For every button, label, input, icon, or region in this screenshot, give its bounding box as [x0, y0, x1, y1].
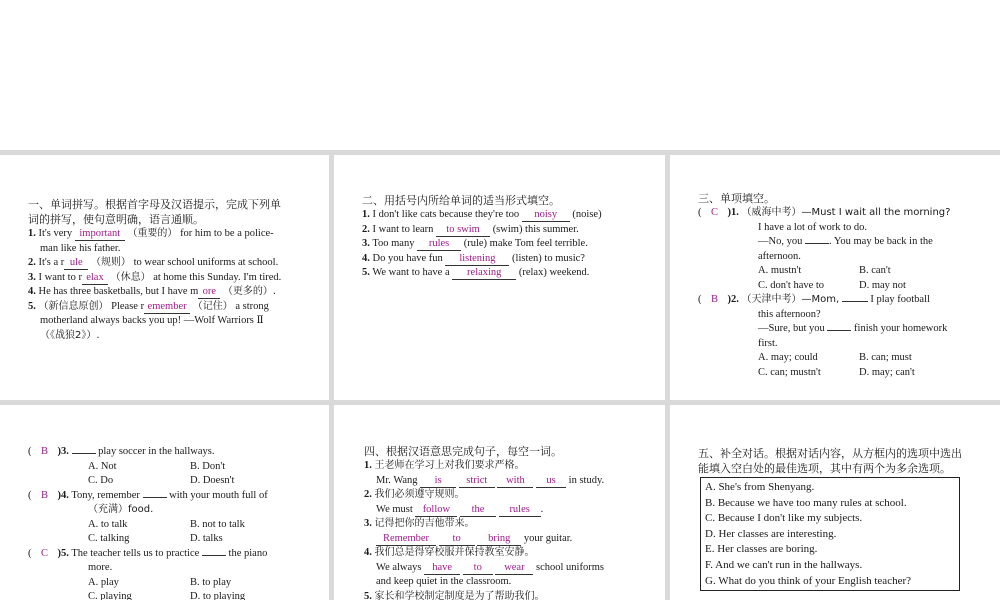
question-1-5: 5. （新信息原创） Please r emember （记住） a strong	[28, 300, 269, 312]
option-b: B. Because we have too many rules at school.	[705, 496, 907, 509]
question-4-4-chinese: 4. 我们总是得穿校服并保持教室安静。	[364, 547, 535, 558]
question-3-3-options-cd: C. Do D. Doesn't	[88, 475, 235, 486]
answer-blank: ule	[64, 257, 88, 270]
answer-blank: noisy	[522, 209, 570, 222]
section-3-continued-panel	[0, 405, 329, 600]
question-4-3-chinese: 3. 记得把你的吉他带来。	[364, 518, 475, 529]
question-1-4: 4. He has three basketballs, but I have m ore （更多的）.	[28, 286, 277, 297]
question-3-5-options-cd: C. playing D. to playing	[88, 591, 246, 600]
question-4-3-english: Remember to bring your guitar.	[364, 532, 659, 547]
answer-blank: Remember	[376, 533, 436, 546]
question-4-5-chinese: 5. 家长和学校制定制度是为了帮助我们。	[364, 590, 545, 600]
section-5-heading-line-2: 能填入空白处的最佳选项，其中有两个为多余选项。	[698, 462, 951, 475]
question-3-1-options-cd: C. don't have to D. may not	[758, 279, 906, 291]
option-e: E. Her classes are boring.	[705, 543, 818, 556]
question-3-5-line-2: more.	[88, 562, 113, 573]
question-2-3: 3. Too many rules (rule) make Tom feel terrible.	[362, 238, 588, 249]
answer-blank: is	[420, 475, 456, 488]
answer-blank: the	[460, 504, 496, 517]
question-3-1: ( C )1. （威海中考）—Must I wait all the morning?	[698, 206, 993, 221]
section-1-panel	[0, 155, 329, 400]
blank	[143, 497, 167, 498]
section-3-panel	[670, 155, 1000, 400]
question-3-3-options-ab: A. Not B. Don't	[88, 460, 226, 472]
answer-blank: to swim	[436, 224, 490, 237]
option-c: C. Because I don't like my subjects.	[705, 512, 863, 525]
question-3-4-options-cd: C. talking D. talks	[88, 533, 223, 544]
question-4-4-english: We always have to wear school uniforms	[376, 561, 604, 573]
question-1-5-cont: motherland always backs you up! —Wolf Warriors Ⅱ	[40, 315, 264, 326]
section-1-heading-line-1: 一、单词拼写。根据首字母及汉语提示，完成下列单	[28, 198, 281, 211]
section-4-heading: 四、根据汉语意思完成句子，每空一词。	[364, 445, 562, 458]
question-2-2: 2. I want to learn to swim (swim) this summer.	[362, 223, 579, 235]
blank	[202, 555, 226, 556]
question-4-4-english-cont: and keep quiet in the classroom.	[376, 576, 512, 587]
answer-letter: C	[40, 547, 48, 559]
question-1-2: 2. It's a r ule （规则） to wear school uniforms at school.	[28, 257, 279, 268]
answer-blank: elax	[82, 272, 108, 285]
answer-blank: bring	[477, 533, 521, 546]
answer-blank: listening	[445, 253, 509, 266]
answer-blank: with	[497, 475, 533, 488]
question-1-3: 3. I want to r elax （休息） at home this Sunday. I'm tired.	[28, 271, 282, 283]
question-3-2: ( B )2. （天津中考）—Mom, I play football	[698, 293, 993, 308]
section-2-panel	[334, 155, 665, 400]
section-3-heading: 三、单项填空。	[698, 192, 775, 205]
blank	[72, 453, 96, 454]
question-3-5: ( C )5. The teacher tells us to practice the piano	[28, 547, 323, 562]
question-2-4: 4. Do you have fun listening (listen) to music?	[362, 252, 585, 264]
question-3-1-line-3: —No, you . You may be back in the	[758, 236, 933, 247]
option-a: A. She's from Shenyang.	[705, 481, 815, 493]
question-3-4-line-2: （充满）food.	[88, 504, 154, 515]
question-1-1-cont: man like his father.	[40, 242, 121, 254]
question-3-2-options-ab: A. may; could B. can; must	[758, 352, 912, 363]
dialogue-options-box	[700, 477, 960, 591]
answer-blank: relaxing	[452, 267, 516, 280]
answer-letter: B	[40, 446, 48, 457]
answer-blank: wear	[495, 562, 533, 575]
question-3-2-line-3: —Sure, but you finish your homework	[758, 323, 948, 334]
option-g: G. What do you think of your English teacher?	[705, 574, 911, 587]
question-4-1-chinese: 1. 王老师在学习上对我们要求严格。	[364, 460, 525, 471]
answer-letter: B	[710, 294, 718, 305]
option-f: F. And we can't run in the hallways.	[705, 558, 863, 571]
answer-blank: ore	[198, 286, 220, 299]
question-3-1-line-4: afternoon.	[758, 250, 801, 262]
question-4-1-english: Mr. Wang is strict with us in study.	[376, 474, 605, 486]
answer-blank: us	[536, 475, 566, 488]
question-2-1: 1. I don't like cats because they're too noisy (noise)	[362, 209, 602, 220]
question-4-2-chinese: 2. 我们必须遵守规则。	[364, 489, 465, 500]
question-4-2-english: We must follow the rules .	[376, 503, 544, 515]
blank	[805, 243, 829, 244]
question-3-3: ( B )3. play soccer in the hallways.	[28, 445, 323, 460]
question-3-2-line-4: first.	[758, 337, 778, 349]
blank	[842, 301, 868, 302]
question-3-1-options-ab: A. mustn't B. can't	[758, 265, 891, 276]
option-d: D. Her classes are interesting.	[705, 527, 837, 540]
question-1-5-cont-2: （《战狼2》）.	[40, 329, 100, 341]
section-2-heading: 二、用括号内所给单词的适当形式填空。	[362, 194, 560, 207]
question-2-5: 5. We want to have a relaxing (relax) weekend.	[362, 267, 590, 278]
question-3-4-options-ab: A. to talk B. not to talk	[88, 518, 245, 530]
question-3-2-options-cd: C. can; mustn't D. may; can't	[758, 366, 915, 378]
top-blank-area	[0, 0, 1000, 150]
answer-blank: rules	[417, 238, 461, 251]
question-3-2-line-2: this afternoon?	[758, 308, 821, 320]
question-3-4: ( B )4. Tony, remember with your mouth full of	[28, 489, 323, 504]
section-4-panel	[334, 405, 665, 600]
section-5-heading-line-1: 五、补全对话。根据对话内容，从方框内的选项中选出	[698, 447, 962, 460]
blank	[827, 330, 851, 331]
question-1-1: 1. It's very important （重要的） for him to be a police-	[28, 228, 274, 239]
answer-letter: C	[710, 207, 718, 218]
answer-letter: B	[40, 489, 48, 501]
answer-blank: to	[463, 562, 493, 575]
answer-blank: important	[75, 228, 125, 241]
section-1-heading-line-2: 词的拼写，使句意明确，语言通顺。	[28, 213, 204, 226]
answer-blank: have	[424, 562, 460, 575]
answer-blank: strict	[459, 475, 495, 488]
question-3-1-line-2: I have a lot of work to do.	[758, 221, 868, 233]
question-3-5-options-ab: A. play B. to play	[88, 576, 232, 588]
answer-blank: emember	[144, 301, 190, 314]
answer-blank: to	[439, 533, 475, 546]
answer-blank: rules	[499, 504, 541, 517]
answer-blank: follow	[415, 504, 457, 517]
